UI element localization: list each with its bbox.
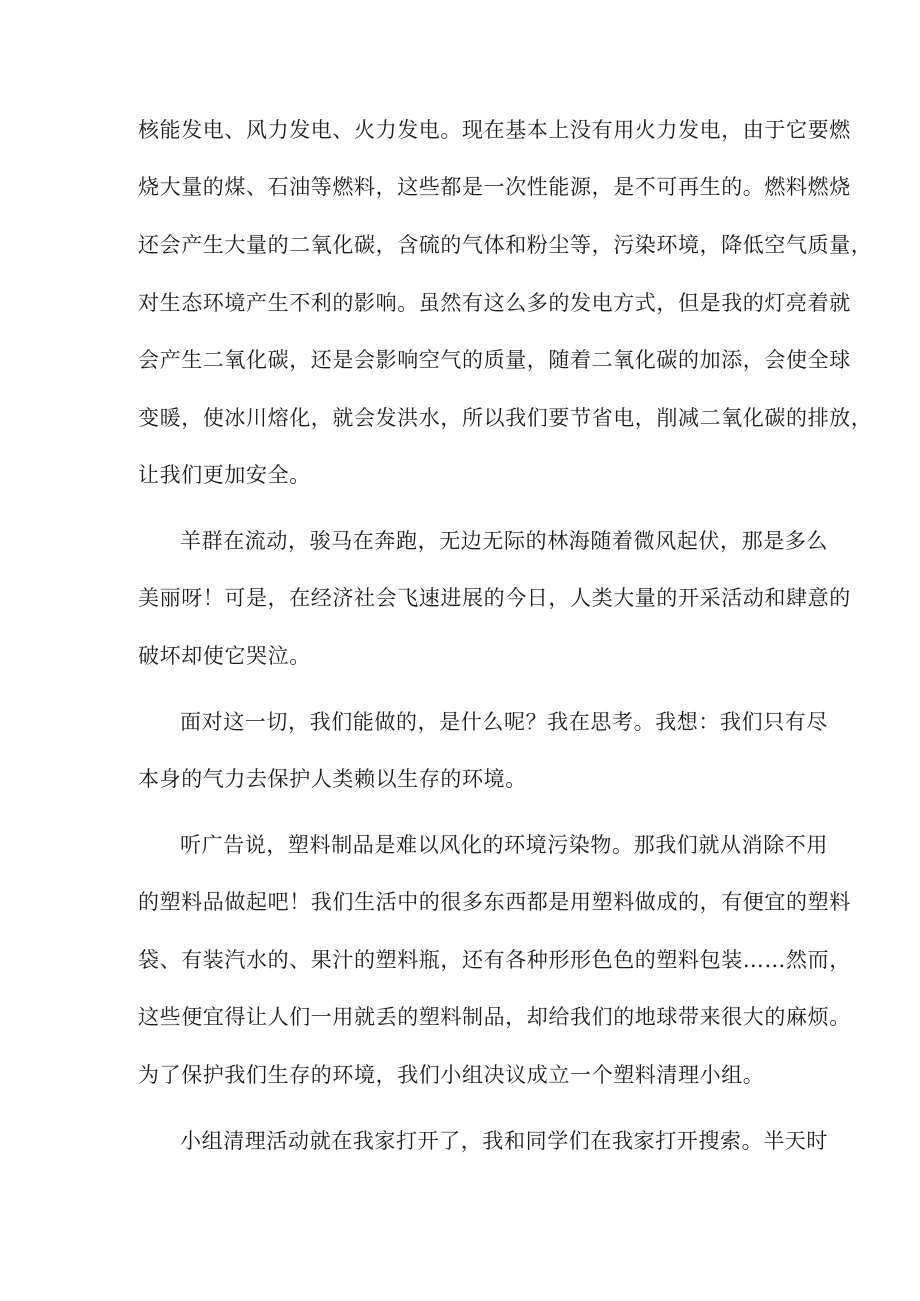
paragraph-1-line-5: 会产生二氧化碳，还是会影响空气的质量，随着二氧化碳的加添，会使全球 xyxy=(138,348,851,372)
paragraph-1-line-4: 对生态环境产生不利的影响。虽然有这么多的发电方式，但是我的灯亮着就 xyxy=(138,291,851,315)
paragraph-1-line-6: 变暖，使冰川熔化，就会发洪水，所以我们要节省电，削减二氧化碳的排放， xyxy=(138,406,873,430)
paragraph-2-line-3: 破坏却使它哭泣。 xyxy=(138,644,311,668)
paragraph-5-line-1: 小组清理活动就在我家打开了，我和同学们在我家打开搜索。半天时 xyxy=(180,1129,828,1153)
paragraph-2-line-1: 羊群在流动，骏马在奔跑，无边无际的林海随着微风起伏，那是多么 xyxy=(180,529,828,553)
paragraph-4-line-2: 的塑料品做起吧！我们生活中的很多东西都是用塑料做成的，有便宜的塑料 xyxy=(138,890,851,914)
paragraph-1-line-2: 烧大量的煤、石油等燃料，这些都是一次性能源，是不可再生的。燃料燃烧 xyxy=(138,175,851,199)
paragraph-4-line-4: 这些便宜得让人们一用就丢的塑料制品，却给我们的地球带来很大的麻烦。 xyxy=(138,1005,851,1029)
paragraph-4-line-3: 袋、有装汽水的、果汁的塑料瓶，还有各种形形色色的塑料包装……然而， xyxy=(138,948,851,972)
paragraph-4-line-1: 听广告说，塑料制品是难以风化的环境污染物。那我们就从消除不用 xyxy=(180,833,828,857)
paragraph-3-line-1: 面对这一切，我们能做的，是什么呢？我在思考。我想：我们只有尽 xyxy=(180,710,828,734)
paragraph-1-line-7: 让我们更加安全。 xyxy=(138,463,311,487)
paragraph-3-line-2: 本身的气力去保护人类赖以生存的环境。 xyxy=(138,767,527,791)
paragraph-2-line-2: 美丽呀！可是，在经济社会飞速进展的今日，人类大量的开采活动和肆意的 xyxy=(138,586,851,610)
paragraph-4-line-5: 为了保护我们生存的环境，我们小组决议成立一个塑料清理小组。 xyxy=(138,1063,765,1087)
paragraph-1-line-1: 核能发电、风力发电、火力发电。现在基本上没有用火力发电，由于它要燃 xyxy=(138,118,851,142)
paragraph-1-line-3: 还会产生大量的二氧化碳，含硫的气体和粉尘等，污染环境，降低空气质量， xyxy=(138,233,873,257)
